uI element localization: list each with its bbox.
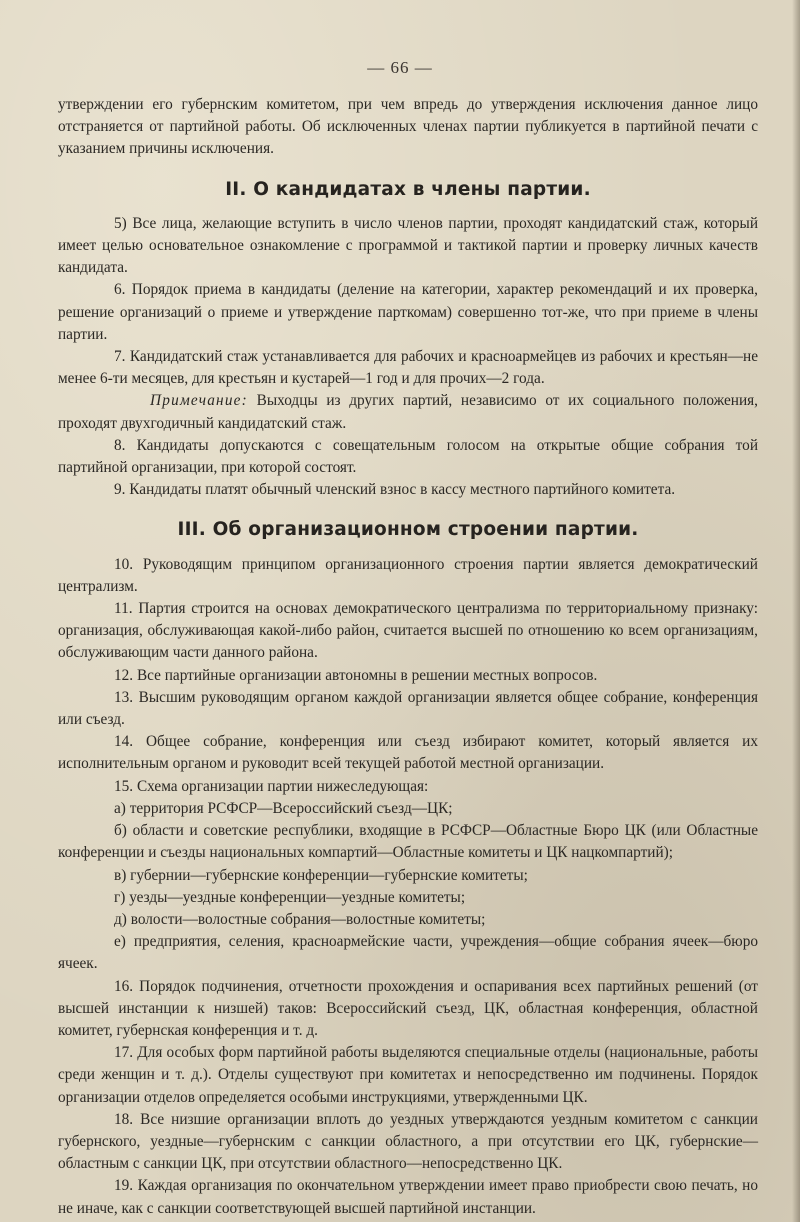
paragraph-6: 6. Порядок приема в кандидаты (деление на категории, характер рекомендаций и их проверка, решение организаций о приеме и утверждение парткомам) совершенно тот-же, что при приеме в члены партии. bbox=[58, 281, 758, 343]
paragraph-13: 13. Высшим руководящим органом каждой организации является общее собрание, конференция или съезд. bbox=[58, 688, 758, 729]
paragraph-17: 17. Для особых форм партийной работы выделяются специальные отделы (национальные, работы среди женщин и т. д.). Отделы существуют при комитетах и непосредственно им подчинены. Порядок организации отделов определяется особыми инструкциями, утвержденными ЦК. bbox=[58, 1044, 758, 1106]
section-organization bbox=[58, 519, 758, 1219]
section-heading: II. О кандидатах в члены партии. bbox=[225, 178, 591, 200]
note-text: Выходцы из других партий, независимо от их социального положения, проходят двухгодичный кандидатский стаж. bbox=[58, 392, 758, 432]
paragraph-15: 15. Схема организации партии нижеследующая: bbox=[114, 777, 429, 795]
paragraph-7: 7. Кандидатский стаж устанавливается для рабочих и красноармейцев из рабочих и крестьян—не менее 6-ти месяцев, для крестьян и кустарей—1 год и для прочих—2 года. bbox=[58, 348, 758, 388]
list-item: а) территория РСФСР—Всероссийский съезд—ЦК; bbox=[114, 799, 453, 817]
list-item: е) предприятия, селения, красноармейские части, учреждения—общие собрания ячеек—бюро ячеек. bbox=[58, 933, 758, 973]
paragraph-14: 14. Общее собрание, конференция или съезд избирают комитет, который является их исполнительным органом и руководит всей текущей работой местной организации. bbox=[58, 733, 758, 773]
paragraph-10: 10. Руководящим принципом организационного строения партии является демократический централизм. bbox=[58, 555, 758, 595]
section-candidates bbox=[58, 179, 758, 502]
list-item: д) волости—волостные собрания—волостные комитеты; bbox=[114, 910, 486, 928]
document-body bbox=[58, 94, 758, 1220]
list-item: в) губернии—губернские конференции—губернские комитеты; bbox=[114, 866, 528, 884]
paragraph-11: 11. Партия строится на основах демократического централизма по территориальному признаку: организация, обслуживающая какой-либо район, считается высшей по отношению ко всем организациям, обслуживающим части данного района. bbox=[58, 600, 758, 662]
note-label: Примечание: bbox=[150, 392, 248, 410]
intro-paragraph: утверждении его губернским комитетом, при чем впредь до утверждения исключения данное лицо отстраняется от партийной работы. Об исключенных членах партии публикуется в партийной печати с указанием причины исключения. bbox=[58, 96, 758, 158]
paragraph-5: 5) Все лица, желающие вступить в число членов партии, проходят кандидатский стаж, который имеет целью основательное ознакомление с программой и тактикой партии и проверку личных качеств кандидата. bbox=[58, 214, 758, 277]
page-number: — 66 — bbox=[367, 58, 433, 77]
paragraph-18: 18. Все низшие организации вплоть до уездных утверждаются уездным комитетом с санкции губернского, уездные—губернским с санкции областного, а при отсутствии его ЦК, губернские—областным с санкции ЦК, при отсутствии областного—непосредственно ЦК. bbox=[58, 1110, 758, 1173]
page-edge-shadow bbox=[792, 0, 800, 1222]
note-paragraph bbox=[58, 390, 758, 434]
section-heading: III. Об организационном строении партии. bbox=[177, 519, 639, 541]
paragraph-16: 16. Порядок подчинения, отчетности прохождения и оспаривания всех партийных решений (от высшей инстанции к низшей) таков: Всероссийский съезд, ЦК, областная конференция, областной комитет, губернская конференция и т. д. bbox=[58, 977, 758, 1039]
list-item: б) области и советские республики, входящие в РСФСР—Областные Бюро ЦК (или Областные конференции и съезды национальных компартий—Областные комитеты и ЦК нацкомпартий); bbox=[58, 822, 758, 862]
list-item: г) уезды—уездные конференции—уездные комитеты; bbox=[114, 888, 466, 906]
paragraph-12: 12. Все партийные организации автономны в решении местных вопросов. bbox=[114, 666, 598, 684]
paragraph-9: 9. Кандидаты платят обычный членский взнос в кассу местного партийного комитета. bbox=[114, 481, 676, 499]
paragraph-19: 19. Каждая организация по окончательном утверждении имеет право приобрести свою печать, но не иначе, как с санкции соответствующей высшей партийной инстанции. bbox=[58, 1177, 758, 1217]
paragraph-8: 8. Кандидаты допускаются с совещательным голосом на открытые общие собрания той партийной организации, при которой состоят. bbox=[58, 436, 758, 477]
